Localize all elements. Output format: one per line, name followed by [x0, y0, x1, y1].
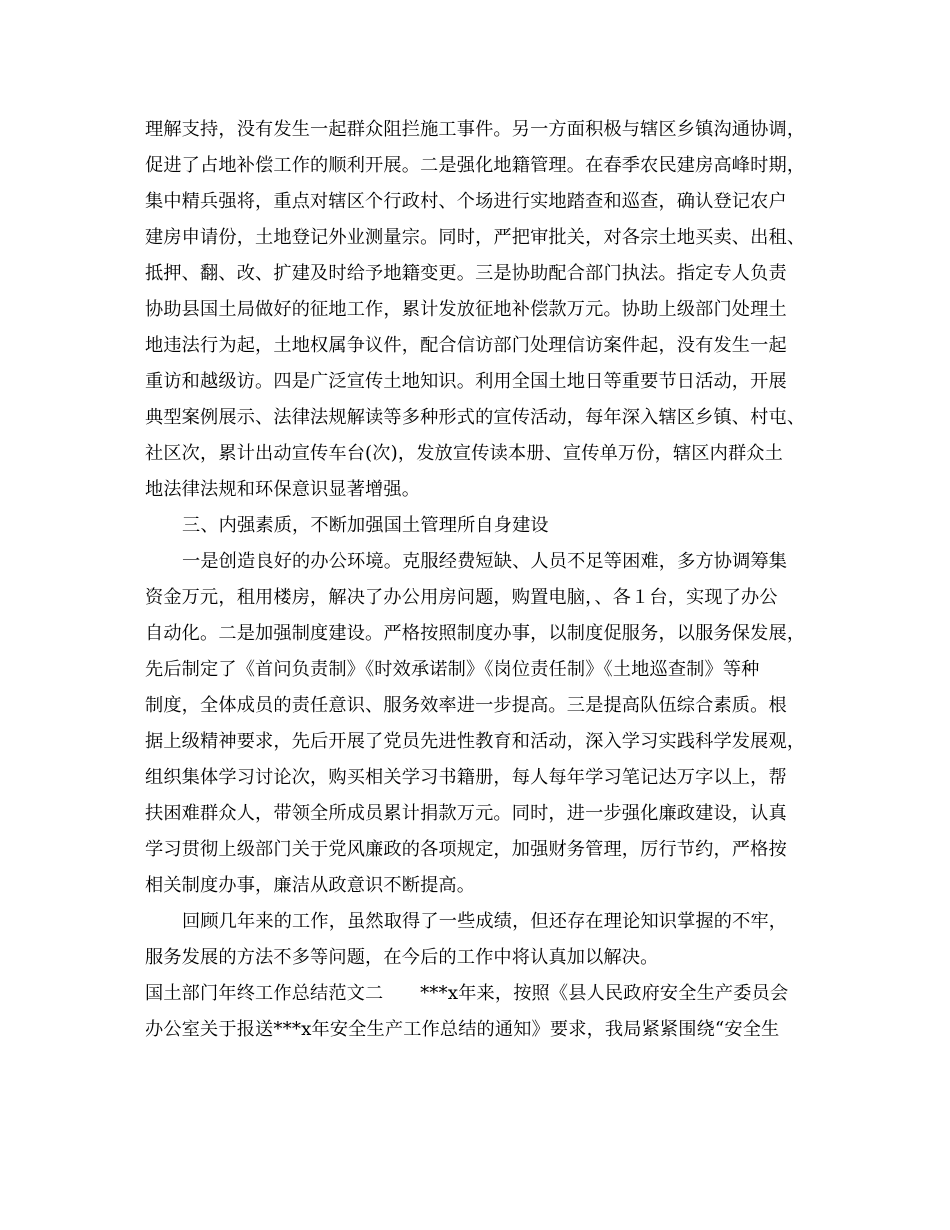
text-line: 建房申请份，土地登记外业测量宗。同时，严把审批关，对各宗土地买卖、出租、: [145, 227, 806, 248]
text-line: 一是创造良好的办公环境。克服经费短缺、人员不足等困难，多方协调筹集: [182, 551, 788, 572]
text-line: 社区次，累计出动宣传车台(次)，发放宣传读本册、宣传单万份，辖区内群众土: [145, 443, 783, 464]
text-line: 相关制度办事，廉洁从政意识不断提高。: [145, 875, 476, 896]
text-line: 学习贯彻上级部门关于党风廉政的各项规定，加强财务管理，厉行节约，严格按: [145, 839, 787, 860]
section-heading: 三、内强素质，不断加强国土管理所自身建设: [182, 515, 549, 536]
article-title-line: 国土部门年终工作总结范文二 ***x年来，按照《县人民政府安全生产委员会: [145, 983, 789, 1004]
text-line: 扶困难群众人，带领全所成员累计捐款万元。同时，进一步强化廉政建设，认真: [145, 803, 787, 824]
text-line: 组织集体学习讨论次，购买相关学习书籍册，每人每年学习笔记达万字以上，帮: [145, 767, 787, 788]
text-line: 重访和越级访。四是广泛宣传土地知识。利用全国土地日等重要节日活动，开展: [145, 371, 787, 392]
text-line: 协助县国土局做好的征地工作，累计发放征地补偿款万元。协助上级部门处理土: [145, 299, 787, 320]
text-line: 理解支持，没有发生一起群众阻拦施工事件。另一方面积极与辖区乡镇沟通协调，: [145, 119, 806, 140]
text-line: 回顾几年来的工作，虽然取得了一些成绩，但还存在理论知识掌握的不牢，: [182, 911, 788, 932]
text-line: 地违法行为起，土地权属争议件，配合信访部门处理信访案件起，没有发生一起: [145, 335, 787, 356]
text-line: 典型案例展示、法律法规解读等多种形式的宣传活动，每年深入辖区乡镇、村屯、: [145, 407, 806, 428]
text-line: 抵押、翻、改、扩建及时给予地籍变更。三是协助配合部门执法。指定专人负责: [145, 263, 787, 284]
text-line: 自动化。二是加强制度建设。严格按照制度办事，以制度促服务，以服务保发展，: [145, 623, 806, 644]
text-line: 集中精兵强将，重点对辖区个行政村、个场进行实地踏查和巡查，确认登记农户: [145, 191, 787, 212]
text-line: 资金万元，租用楼房，解决了办公用房问题，购置电脑，、各１台，实现了办公: [145, 587, 778, 608]
text-line: 据上级精神要求，先后开展了党员先进性教育和活动，深入学习实践科学发展观，: [145, 731, 806, 752]
text-line: 服务发展的方法不多等问题，在今后的工作中将认真加以解决。: [145, 947, 659, 968]
text-line: 先后制定了《首问负责制》《时效承诺制》《岗位责任制》《土地巡查制》等种: [145, 659, 760, 680]
text-line: 促进了占地补偿工作的顺利开展。二是强化地籍管理。在春季农民建房高峰时期，: [145, 155, 806, 176]
text-line: 办公室关于报送***x年安全生产工作总结的通知》要求，我局紧紧围绕“安全生: [145, 1019, 780, 1040]
text-line: 制度，全体成员的责任意识、服务效率进一步提高。三是提高队伍综合素质。根: [145, 695, 787, 716]
text-line: 地法律法规和环保意识显著增强。: [145, 479, 421, 500]
